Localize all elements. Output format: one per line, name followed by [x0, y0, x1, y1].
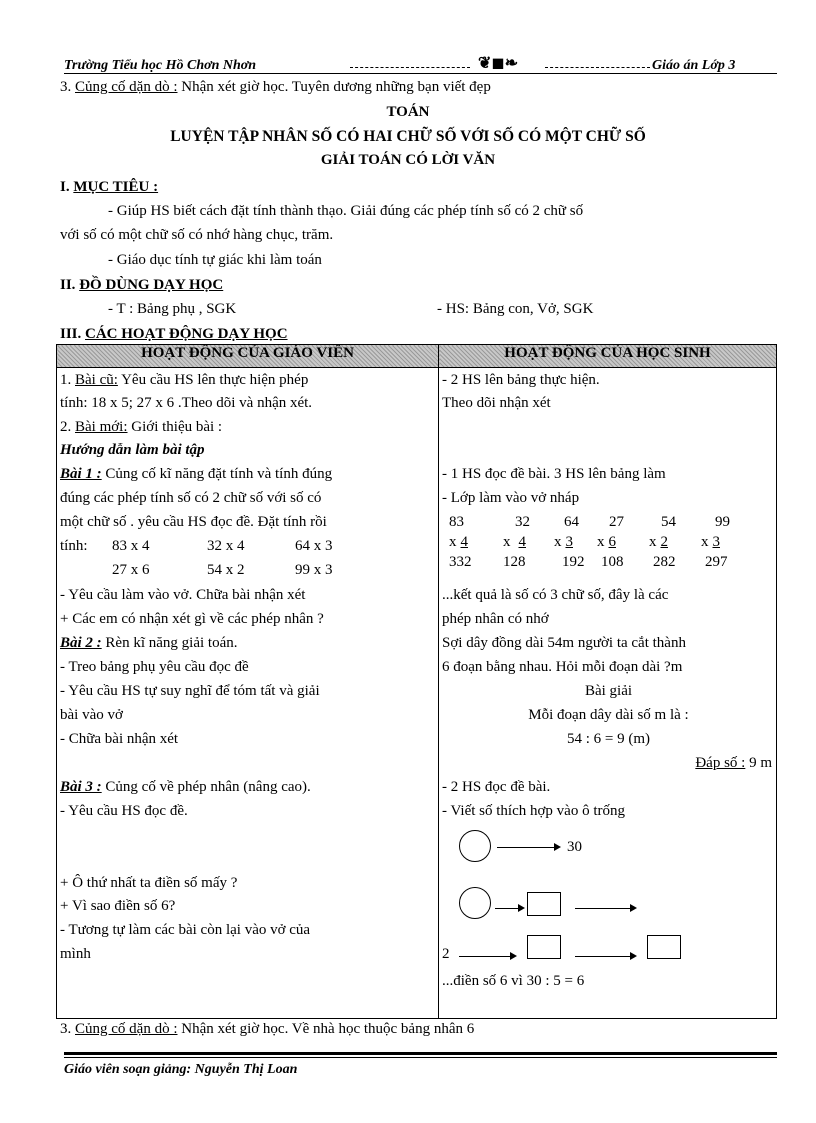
- header-plan: Giáo án Lớp 3: [652, 58, 736, 73]
- exercise-32x4: 32 x 4: [207, 538, 245, 554]
- teacher-line-11: + Các em có nhận xét gì về các phép nhân ?: [60, 611, 324, 627]
- teacher-line-8-label: tính:: [60, 538, 88, 554]
- diagram-arrow-2: [495, 908, 523, 909]
- mult-4: 27 x 6 108: [597, 514, 624, 570]
- teacher-line-2: tính: 18 x 5; 27 x 6 .Theo dõi và nhận xét.: [60, 395, 313, 411]
- teacher-line-10: - Yêu cầu làm vào vở. Chữa bài nhận xét: [60, 587, 306, 603]
- section-2-heading: [60, 276, 223, 294]
- section-2-num: II.: [60, 277, 80, 293]
- diagram-arrow-3: [575, 908, 635, 909]
- student-line-17: - Viết số thích hợp vào ô trống: [442, 803, 625, 819]
- student-cell: [439, 368, 777, 1019]
- top-note-text: Nhận xét giờ học. Tuyên dương những bạn viết đẹp: [177, 79, 491, 95]
- lesson-title-2: GIẢI TOÁN CÓ LỜI VĂN: [320, 152, 496, 168]
- activities-table: [56, 344, 777, 1019]
- student-line-16: - 2 HS đọc đề bài.: [442, 779, 551, 795]
- section-3-heading: [60, 325, 288, 343]
- subject-title: TOÁN: [386, 104, 430, 120]
- footer-teacher: Giáo viên soạn giảng: Nguyễn Thị Loan: [64, 1062, 298, 1077]
- header-divider-dashed-2: [545, 67, 650, 68]
- col-header-student: HOẠT ĐỘNG CỦA HỌC SINH: [439, 345, 777, 368]
- teacher-cell: [57, 368, 439, 1019]
- solution-heading: Bài giải: [584, 683, 633, 699]
- exercise-99x3: 99 x 3: [295, 562, 333, 578]
- student-line-2: Theo dõi nhận xét: [442, 395, 551, 411]
- diagram-arrow-5: [575, 956, 635, 957]
- mult-6: 99 x 3 297: [701, 514, 730, 570]
- student-line-3: - 1 HS đọc đề bài. 3 HS lên bảng làm: [442, 466, 666, 482]
- teacher-line-22: mình: [60, 946, 91, 962]
- top-note-label: Củng cố dặn dò :: [75, 79, 178, 95]
- solution-line-2: 54 : 6 = 9 (m): [566, 731, 651, 747]
- section-2-title: ĐỒ DÙNG DẠY HỌC: [79, 277, 224, 293]
- mult-2: 32 x 4 128: [503, 514, 530, 570]
- student-line-1: - 2 HS lên bảng thực hiện.: [442, 372, 600, 388]
- mult-1-a: 83: [449, 514, 464, 530]
- student-line-8: ...kết quả là số có 3 chữ số, đây là các: [442, 587, 669, 603]
- top-note: [60, 78, 491, 96]
- objective-line-3: - Giáo dục tính tự giác khi làm toán: [108, 252, 322, 268]
- teacher-line-15: bài vào vở: [60, 707, 123, 723]
- student-line-11: 6 đoạn bằng nhau. Hỏi mỗi đoạn dài ?m: [442, 659, 683, 675]
- answer: Đáp số : 9 m: [695, 755, 772, 771]
- mult-1-result: 332: [449, 554, 472, 570]
- bottom-note: [60, 1020, 474, 1038]
- col-header-teacher: HOẠT ĐỘNG CỦA GIÁO VIÊN: [57, 345, 439, 368]
- footer-rule-thick: [64, 1052, 777, 1055]
- diagram-box-3: [647, 935, 681, 959]
- diagram-box-2: [527, 935, 561, 959]
- section-1-title: MỤC TIÊU :: [73, 179, 159, 195]
- teacher-line-19: + Ô thứ nhất ta điền số mấy ?: [60, 875, 238, 891]
- student-content: [439, 368, 776, 1018]
- teacher-content: [57, 368, 438, 1018]
- teacher-line-13: - Treo bảng phụ yêu cầu đọc đề: [60, 659, 249, 675]
- teacher-line-14: - Yêu cầu HS tự suy nghĩ để tóm tất và giải: [60, 683, 320, 699]
- diagram-value-30: 30: [567, 839, 582, 855]
- header-ornament-icon: ❦◼❧: [478, 55, 519, 72]
- exercise-54x2: 54 x 2: [207, 562, 245, 578]
- bottom-note-label: Củng cố dặn dò :: [75, 1021, 178, 1037]
- lesson-title-1: LUYỆN TẬP NHÂN SỐ CÓ HAI CHỮ SỐ VỚI SỐ CÓ MỘT CHỮ SỐ: [170, 128, 646, 145]
- header-divider-dashed: [350, 67, 470, 68]
- exercise-27x6: 27 x 6: [112, 562, 150, 578]
- diagram-arrow-1: [497, 847, 559, 848]
- student-last-line: ...điền số 6 vì 30 : 5 = 6: [442, 973, 585, 989]
- teacher-line-21: - Tương tự làm các bài còn lại vào vở của: [60, 922, 311, 938]
- teacher-line-7: một chữ số . yêu cầu HS đọc đề. Đặt tính rồi: [60, 514, 327, 530]
- solution-line-1: Mỗi đoạn dây dài số m là :: [528, 707, 689, 723]
- teacher-line-1: 1. Bài cũ: Yêu cầu HS lên thực hiện phép: [60, 372, 309, 388]
- section-1-heading: [60, 178, 158, 196]
- footer-rule-thin: [64, 1057, 777, 1058]
- top-note-num: 3.: [60, 79, 75, 95]
- teacher-line-20: + Vì sao điền số 6?: [60, 898, 176, 914]
- teacher-line-16: - Chữa bài nhận xét: [60, 731, 179, 747]
- diagram-circle-2: [459, 887, 491, 919]
- diagram-value-2: 2: [442, 946, 450, 962]
- exercise-64x3: 64 x 3: [295, 538, 333, 554]
- mult-1: 83 x 4 332: [449, 514, 472, 570]
- header-rule: [64, 73, 777, 74]
- materials-teacher: - T : Bảng phụ , SGK: [108, 301, 237, 317]
- exercise-83x4: 83 x 4: [112, 538, 150, 554]
- student-line-10: Sợi dây đồng dài 54m người ta cắt thành: [442, 635, 686, 651]
- teacher-bai1: Bài 1 : Củng cố kĩ năng đặt tính và tính đúng: [60, 466, 333, 482]
- section-1-num: I.: [60, 179, 74, 195]
- teacher-line-3: 2. Bài mới: Giới thiệu bài :: [60, 419, 223, 435]
- mult-3: 64 x 3 192: [554, 514, 585, 570]
- section-3-num: III.: [60, 326, 86, 342]
- student-line-4: - Lớp làm vào vở nháp: [442, 490, 580, 506]
- teacher-bai3: Bài 3 : Củng cố về phép nhân (nâng cao).: [60, 779, 311, 795]
- objective-line-2: với số có một chữ số có nhớ hàng chục, trăm.: [60, 227, 334, 243]
- objective-line-1: - Giúp HS biết cách đặt tính thành thạo. Giải đúng các phép tính số có 2 chữ số: [108, 203, 584, 219]
- materials-student: - HS: Bảng con, Vở, SGK: [437, 301, 594, 317]
- diagram-arrow-4: [459, 956, 515, 957]
- mult-5: 54 x 2 282: [649, 514, 676, 570]
- teacher-line-6: đúng các phép tính số có 2 chữ số với số có: [60, 490, 322, 506]
- header-school: Trường Tiểu học Hồ Chơn Nhơn: [64, 58, 257, 73]
- teacher-line-18: - Yêu cầu HS đọc đề.: [60, 803, 188, 819]
- diagram-box-1: [527, 892, 561, 916]
- section-3-title: CÁC HOẠT ĐỘNG DẠY HỌC: [85, 326, 288, 342]
- bottom-note-text: Nhận xét giờ học. Về nhà học thuộc bảng nhân 6: [177, 1021, 475, 1037]
- student-line-9: phép nhân có nhớ: [442, 611, 549, 627]
- teacher-guide-heading: Hướng dẫn làm bài tập: [60, 442, 205, 458]
- teacher-bai2: Bài 2 : Rèn kĩ năng giải toán.: [60, 635, 238, 651]
- bottom-note-num: 3.: [60, 1021, 75, 1037]
- diagram-circle-1: [459, 830, 491, 862]
